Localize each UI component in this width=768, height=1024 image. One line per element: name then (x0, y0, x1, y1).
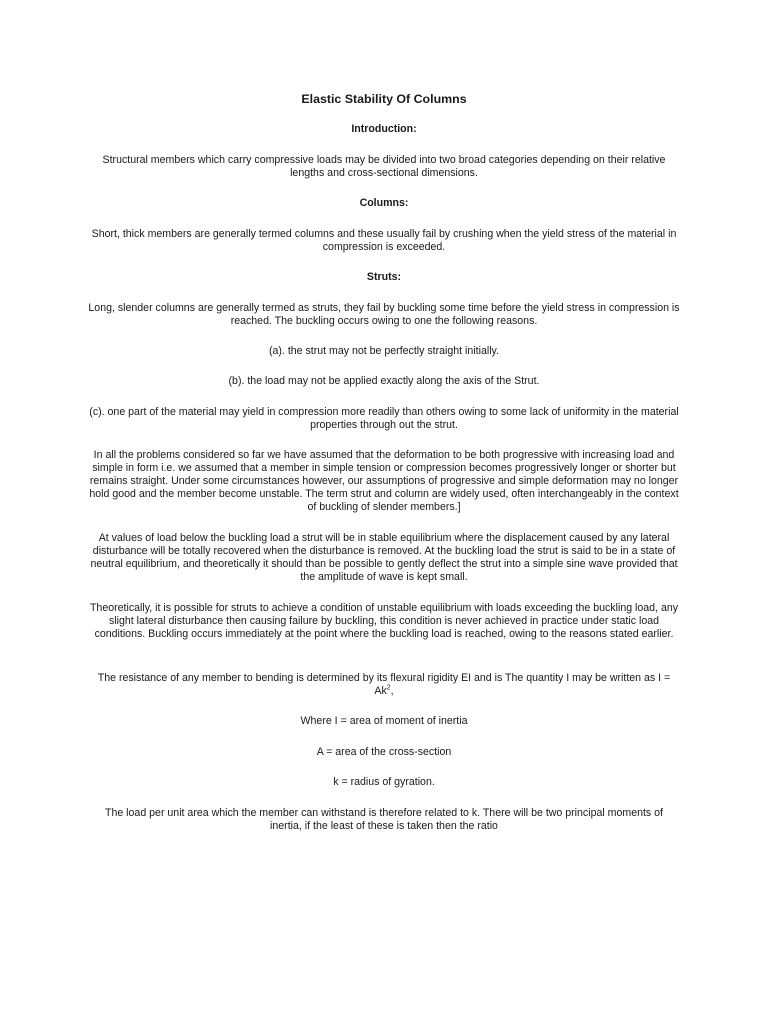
columns-heading: Columns: (359, 197, 409, 209)
introduction-paragraph: Structural members which carry compressive loads may be divided into two broad categories depending on their relative lengths and cross-sectional dimensions. (102, 154, 666, 179)
definition-k: k = radius of gyration. (333, 776, 435, 788)
reason-a: (a). the strut may not be perfectly straight initially. (268, 345, 499, 357)
resistance-superscript: 2 (386, 684, 391, 692)
definition-i: Where I = area of moment of inertia (300, 715, 468, 727)
reason-c: (c). one part of the material may yield in compression more readily than others owing to some lack of uniformity in the material properties through out the strut. (89, 406, 679, 431)
struts-paragraph: Long, slender columns are generally termed as struts, they fail by buckling some time before the yield stress in compression is reached. The buckling occurs owing to one the following reasons. (88, 302, 680, 327)
resistance-end: , (390, 685, 394, 697)
columns-paragraph: Short, thick members are generally termed columns and these usually fail by crushing when the yield stress of the material in compression is exceeded. (91, 228, 677, 253)
deformation-paragraph: In all the problems considered so far we have assumed that the deformation to be both progressive with increasing load and simple in form i.e. we assumed that a member in simple tension or compression becomes progressively longer or shorter but remains straight. Under some circumstances however, our assumptions of progressive and simple deformation may no longer hold good and the member become unstable. The term strut and column are widely used, often interchangeably in the context of buckling of slender members.] (89, 449, 679, 513)
introduction-heading: Introduction: (351, 123, 417, 135)
resistance-paragraph (88, 672, 680, 698)
theoretically-paragraph: Theoretically, it is possible for struts to achieve a condition of unstable equilibrium with loads exceeding the buckling load, any slight lateral disturbance then causing failure by buckling, this condition is never achieved in practice under static load conditions. Buckling occurs immediately at the point where the buckling load is reached, owing to the reasons stated earlier. (89, 602, 679, 640)
reason-b: (b). the load may not be applied exactly along the axis of the Strut. (228, 375, 540, 387)
resistance-text: The resistance of any member to bending is determined by its flexural rigidity EI and is The quantity I may be written as I = Ak (97, 672, 671, 697)
document-title: Elastic Stability Of Columns (301, 92, 467, 106)
definition-a: A = area of the cross-section (316, 746, 452, 758)
load-paragraph: The load per unit area which the member can withstand is therefore related to k. There will be two principal moments of inertia, if the least of these is taken then the ratio (104, 807, 664, 832)
struts-heading: Struts: (366, 271, 402, 283)
equilibrium-paragraph: At values of load below the buckling load a strut will be in stable equilibrium where the displacement caused by any lateral disturbance will be totally recovered when the disturbance is removed. At the buckling load the strut is said to be in a state of neutral equilibrium, and theoretically it should than be possible to gently deflect the strut into a simple sine wave provided that the amplitude of wave is kept small. (90, 532, 678, 583)
document-page (88, 0, 680, 1024)
